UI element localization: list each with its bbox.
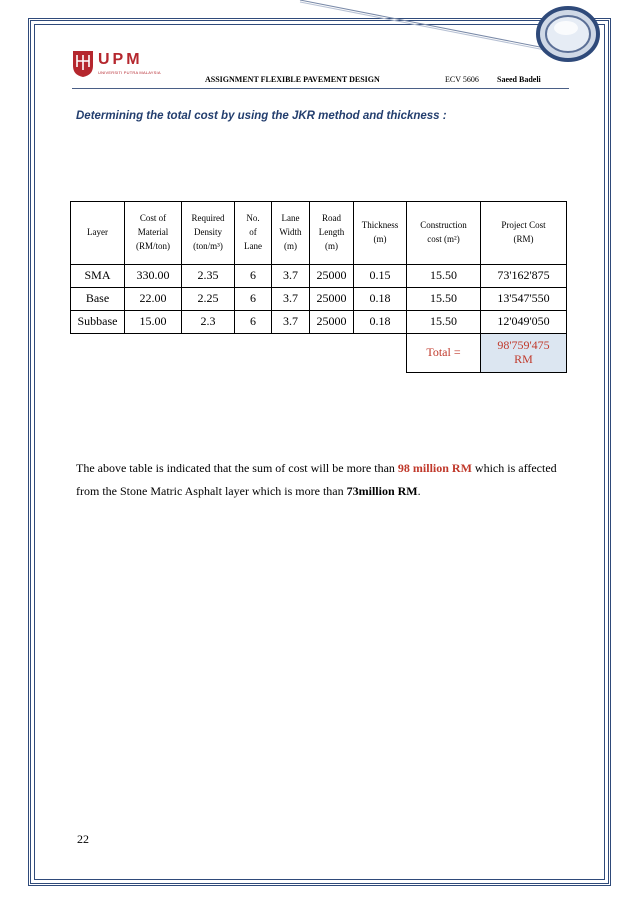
blank-cell — [235, 334, 272, 373]
total-value: 98'759'475 RM — [481, 334, 567, 373]
summary-highlight-total: 98 million RM — [397, 461, 472, 475]
table-header-row — [71, 202, 567, 265]
table-cell: 25000 — [310, 265, 354, 288]
table-cell: 3.7 — [272, 265, 310, 288]
table-cell: 0.18 — [354, 288, 407, 311]
column-header: Construction cost (m²) — [407, 202, 481, 265]
logo-subtitle: UNIVERSITI PUTRA MALAYSIA — [98, 70, 161, 75]
summary-text-1: The above table is indicated that the sum of cost will be more than — [76, 461, 398, 475]
blank-cell — [71, 334, 125, 373]
blank-cell — [354, 334, 407, 373]
table-cell: 2.3 — [182, 311, 235, 334]
column-header: Lane Width (m) — [272, 202, 310, 265]
table-cell: 6 — [235, 311, 272, 334]
logo-text: UPM — [98, 51, 143, 68]
table-cell: SMA — [71, 265, 125, 288]
header-title: ASSIGNMENT FLEXIBLE PAVEMENT DESIGN — [205, 75, 380, 84]
table-cell: 13'547'550 — [481, 288, 567, 311]
table-cell: 6 — [235, 265, 272, 288]
table-cell: 12'049'050 — [481, 311, 567, 334]
blank-cell — [125, 334, 182, 373]
table-cell: 15.50 — [407, 288, 481, 311]
total-label: Total = — [407, 334, 481, 373]
summary-paragraph — [76, 457, 566, 502]
table-cell: 3.7 — [272, 311, 310, 334]
summary-highlight-sma: 73million RM — [346, 483, 418, 498]
table-row — [71, 311, 567, 334]
table-cell: 3.7 — [272, 288, 310, 311]
header-course-code: ECV 5606 — [445, 75, 479, 84]
table-cell: Subbase — [71, 311, 125, 334]
column-header: Required Density (ton/m³) — [182, 202, 235, 265]
column-header: Road Length (m) — [310, 202, 354, 265]
table-cell: Base — [71, 288, 125, 311]
page-number: 22 — [77, 832, 89, 846]
blank-cell — [310, 334, 354, 373]
table-cell: 15.50 — [407, 311, 481, 334]
table-cell: 25000 — [310, 311, 354, 334]
upm-logo — [72, 50, 168, 80]
table-cell: 25000 — [310, 288, 354, 311]
table-cell: 6 — [235, 288, 272, 311]
column-header: Project Cost (RM) — [481, 202, 567, 265]
blank-cell — [272, 334, 310, 373]
table-cell: 0.15 — [354, 265, 407, 288]
table-row — [71, 288, 567, 311]
column-header: Cost of Material (RM/ton) — [125, 202, 182, 265]
summary-text-2: which is affected from the Stone Matric Asphalt layer which is more than — [76, 461, 557, 498]
cost-table — [70, 201, 567, 373]
column-header: Thickness (m) — [354, 202, 407, 265]
table-row — [71, 265, 567, 288]
total-row — [71, 334, 567, 373]
section-heading: Determining the total cost by using the JKR method and thickness : — [76, 110, 447, 122]
blank-cell — [182, 334, 235, 373]
table-cell: 22.00 — [125, 288, 182, 311]
upm-emblem-icon — [72, 50, 94, 78]
header-rule — [72, 88, 569, 89]
table-cell: 2.25 — [182, 288, 235, 311]
table-cell: 330.00 — [125, 265, 182, 288]
table-cell: 73'162'875 — [481, 265, 567, 288]
column-header: No. of Lane — [235, 202, 272, 265]
table-cell: 15.50 — [407, 265, 481, 288]
table-cell: 15.00 — [125, 311, 182, 334]
header-author: Saeed Badeli — [497, 75, 541, 84]
summary-text-3: . — [417, 483, 421, 498]
column-header: Layer — [71, 202, 125, 265]
table-cell: 2.35 — [182, 265, 235, 288]
table-cell: 0.18 — [354, 311, 407, 334]
